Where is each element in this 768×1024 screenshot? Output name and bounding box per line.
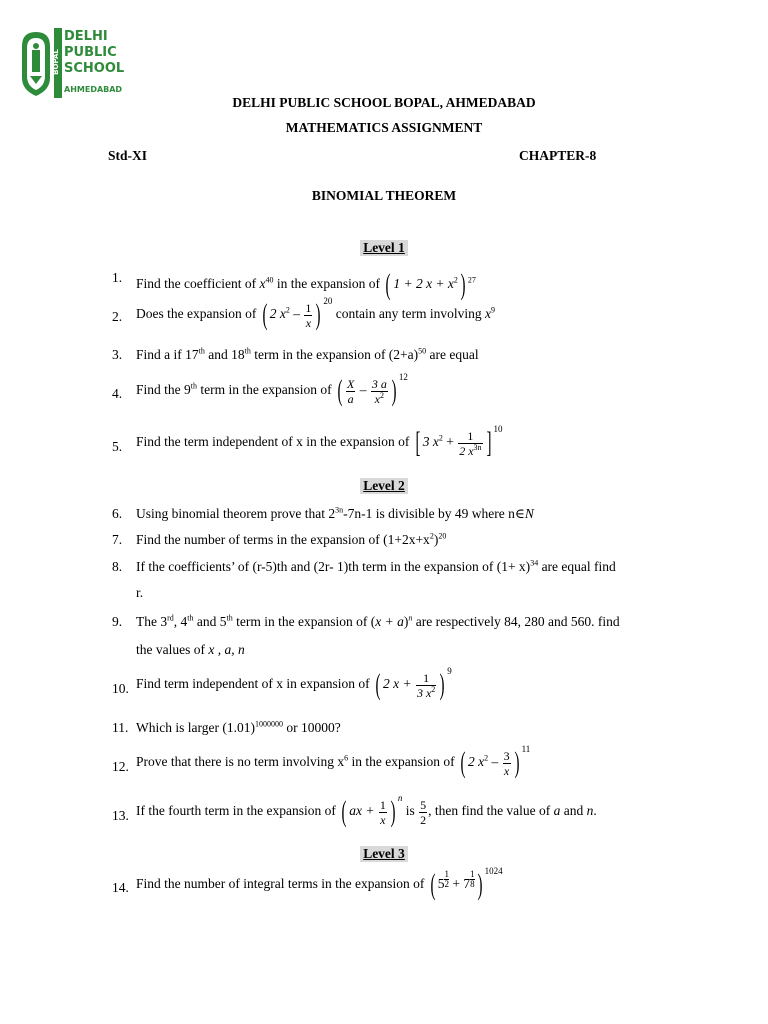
school-title: DELHI PUBLIC SCHOOL BOPAL, AHMEDABAD [232,95,536,110]
logo-line3: SCHOOL [64,61,125,76]
emblem-icon [22,32,50,96]
topic-title: BINOMIAL THEOREM [311,188,457,203]
logo-side-text: BOPAL [52,49,60,75]
logo-line1: DELHI [64,29,108,44]
school-logo [20,26,125,102]
level-heading: Level 1 [0,240,768,256]
chapter-label: CHAPTER-8 [519,148,597,163]
logo-city: AHMEDABAD [64,85,123,94]
subject-title: MATHEMATICS ASSIGNMENT [285,120,483,135]
level-heading: Level 3 [0,846,768,862]
level-heading: Level 2 [0,478,768,494]
std-label: Std-XI [108,148,148,163]
logo-line2: PUBLIC [64,45,117,60]
